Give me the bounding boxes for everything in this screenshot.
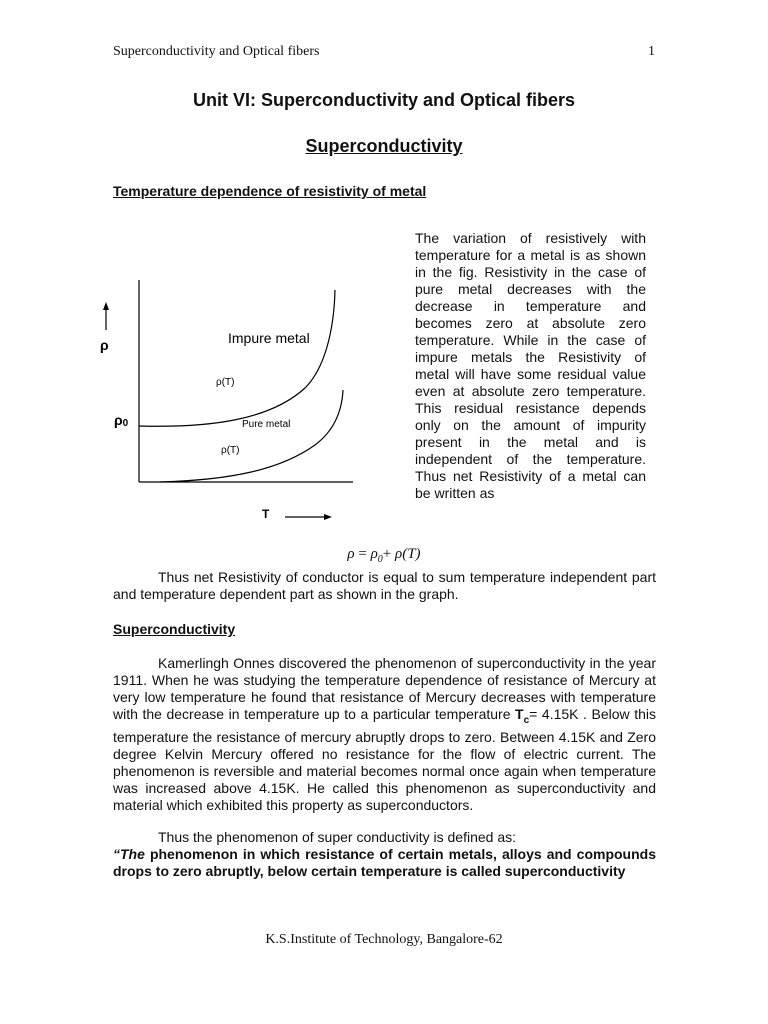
history-paragraph: Kamerlingh Onnes discovered the phenomenon of superconductivity in the year 1911. When he was studying the temperature dependence of resistance of Mercury at very low temperature he found that resistance of Mercury decreases with temperature with the decrease in temperature up to a particular temperature $T_c= 4.15K$ . Below this temperature the resistance of mercury abruptly drops to zero. Between 4.15K and Zero degree Kelvin Mercury offered no resistance for the flow of electric current. The phenomenon is reversible and material becomes normal once again when temperature was increased above 4.15K. He called this phenomenon as superconductivity and material which exhibited this property as superconductors. [113,655,656,813]
definition-paragraph: “The phenomenon in which resistance of certain metals, alloys and compounds drops to zero abruptly, below certain temperature is called superconductivity [113,846,656,879]
x-arrow-head [324,514,332,520]
page-footer: K.S.Institute of Technology, Bangalore-62 [265,932,503,947]
pure-metal-label: Pure metal [242,419,291,430]
section-heading-superconductivity: Superconductivity [113,621,236,637]
rho-t-label-upper: ρ(T) [216,377,235,388]
y-axis-label: ρ [100,337,109,353]
pure-metal-curve [160,390,343,482]
resistivity-equation: $\rho = \rho_0+ \rho(T)$ [347,546,421,565]
page-number: 1 [648,44,655,59]
section-heading-resistivity: Temperature dependence of resistivity of metal [113,183,427,199]
impure-metal-label: Impure metal [228,330,310,346]
section-title: Superconductivity [305,136,463,156]
sum-paragraph: Thus net Resistivity of conductor is equal to sum temperature independent part and temperature dependent part as shown in the graph. [113,569,656,602]
y-arrow-head [103,302,109,310]
page-title: Unit VI: Superconductivity and Optical fibers [192,90,576,110]
resistivity-graph [90,270,380,530]
running-header: Superconductivity and Optical fibers [113,44,320,59]
rho0-label: ρ0 [114,412,129,429]
rho-t-label-lower: ρ(T) [221,445,240,456]
x-axis-label: T [262,507,270,521]
defined-line: Thus the phenomenon of super conductivity is defined as: [158,829,516,845]
impure-metal-curve [139,290,335,426]
resistivity-description: The variation of resistively with temperature for a metal is as shown in the fig. Resistivity in the case of pure metal decreases with the decrease in temperature and becomes zero at absolute zero temperature. While in the case of impure metals the Resistivity of metal will have some residual value even at absolute zero temperature. This residual resistance depends only on the amount of impurity present in the metal and is independent of the temperature. Thus net Resistivity of a metal can be written as [415,230,646,501]
